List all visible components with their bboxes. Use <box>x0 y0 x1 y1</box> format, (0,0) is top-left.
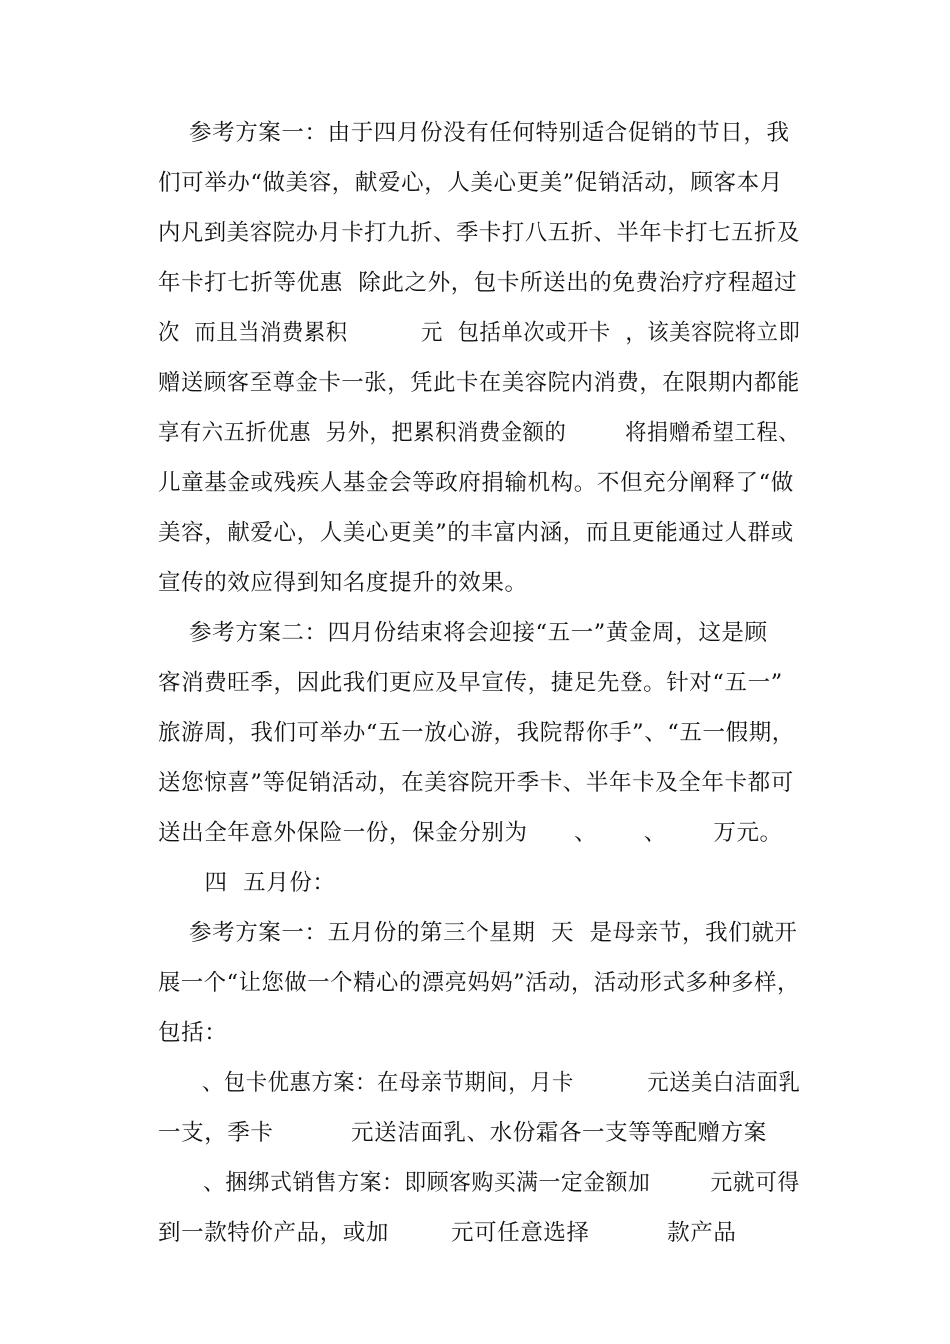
text-line: 们可举办“做美容，献爱心，人美心更美”促销活动，顾客本月 <box>158 170 783 196</box>
text-line: 、包卡优惠方案：在母亲节期间，月卡 元送美白洁面乳 <box>158 1070 801 1096</box>
text-line: 客消费旺季，因此我们更应及早宣传，捷足先登。针对“五一” <box>158 670 783 696</box>
text-line: 参考方案一：五月份的第三个星期 天 是母亲节，我们就开 <box>158 920 798 946</box>
text-line: 儿童基金或残疾人基金会等政府捐输机构。不但充分阐释了“做 <box>158 470 794 496</box>
text-line: 参考方案一：由于四月份没有任何特别适合促销的节日，我 <box>158 120 790 146</box>
text-line: 、捆绑式销售方案：即顾客购买满一定金额加 元就可得 <box>158 1170 800 1196</box>
text-line: 内凡到美容院办月卡打九折、季卡打八五折、半年卡打七五折及 <box>158 220 800 246</box>
text-line: 年卡打七折等优惠 除此之外，包卡所送出的免费治疗疗程超过 <box>158 270 798 296</box>
text-line: 享有六五折优惠 另外，把累积消费金额的 将捐赠希望工程、 <box>158 420 801 446</box>
text-line: 送您惊喜”等促销活动，在美容院开季卡、半年卡及全年卡都可 <box>158 770 794 796</box>
section-heading: 四 五月份： <box>158 870 336 896</box>
text-line: 旅游周，我们可举办“五一放心游，我院帮你手”、“五一假期， <box>158 720 795 746</box>
text-line: 一支，季卡 元送洁面乳、水份霜各一支等等配赠方案 <box>158 1120 767 1146</box>
text-line: 送出全年意外保险一份，保金分别为 、 、 万元。 <box>158 820 783 846</box>
text-line: 美容，献爱心，人美心更美”的丰富内涵，而且更能通过人群或 <box>158 520 794 546</box>
text-line: 参考方案二：四月份结束将会迎接“五一”黄金周，这是顾 <box>158 620 768 646</box>
text-line: 次 而且当消费累积 元 包括单次或开卡 ，该美容院将立即 <box>158 320 801 346</box>
text-line: 赠送顾客至尊金卡一张，凭此卡在美容院内消费，在限期内都能 <box>158 370 800 396</box>
text-line: 包括： <box>158 1020 228 1046</box>
text-line: 到一款特价产品，或加 元可任意选择 款产品 <box>158 1220 737 1246</box>
text-line: 展一个“让您做一个精心的漂亮妈妈”活动，活动形式多种多样， <box>158 970 800 996</box>
text-line: 宣传的效应得到知名度提升的效果。 <box>158 570 528 596</box>
